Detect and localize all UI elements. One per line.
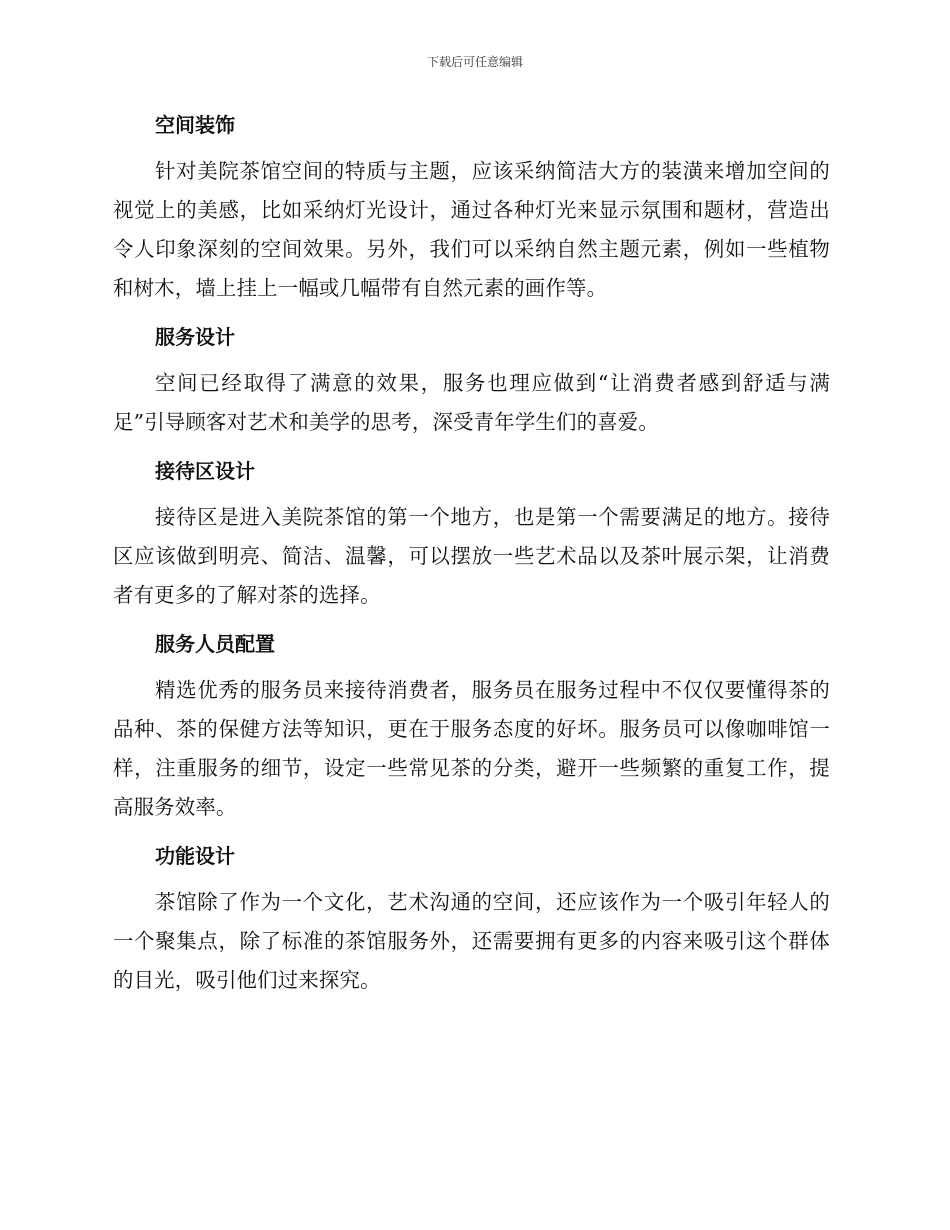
section-heading-staff-allocation: 服务人员配置 — [155, 632, 275, 656]
paragraph-staff-allocation: 精选优秀的服务员来接待消费者，服务员在服务过程中不仅仅要懂得茶的品种、茶的保健方法等知识，更在于服务态度的好坏。服务员可以像咖啡馆一样，注重服务的细节，设定一些常见茶的分类，避开一些频繁的重复工作，提高服务效率。 — [113, 678, 830, 819]
section-heading-reception-design: 接待区设计 — [155, 459, 255, 483]
page-header: 下载后可任意编辑 — [426, 55, 523, 69]
section-heading-space-decoration: 空间装饰 — [155, 113, 235, 137]
paragraph-reception-design: 接待区是进入美院茶馆的第一个地方，也是第一个需要满足的地方。接待区应该做到明亮、简洁、温馨，可以摆放一些艺术品以及茶叶展示架，让消费者有更多的了解对茶的选择。 — [113, 505, 830, 607]
paragraph-space-decoration: 针对美院茶馆空间的特质与主题，应该采纳简洁大方的装潢来增加空间的视觉上的美感，比如采纳灯光设计，通过各种灯光来显示氛围和题材，营造出令人印象深刻的空间效果。另外，我们可以采纳自然主题元素，例如一些植物和树木，墙上挂上一幅或几幅带有自然元素的画作等。 — [113, 159, 830, 300]
section-heading-function-design: 功能设计 — [155, 844, 235, 868]
paragraph-service-design: 空间已经取得了满意的效果，服务也理应做到“让消费者感到舒适与满足”引导顾客对艺术和美学的思考，深受青年学生们的喜爱。 — [113, 371, 830, 434]
document-body — [113, 110, 830, 1014]
paragraph-function-design: 茶馆除了作为一个文化，艺术沟通的空间，还应该作为一个吸引年轻人的一个聚集点，除了标准的茶馆服务外，还需要拥有更多的内容来吸引这个群体的目光，吸引他们过来探究。 — [113, 890, 830, 992]
section-heading-service-design: 服务设计 — [155, 325, 235, 349]
